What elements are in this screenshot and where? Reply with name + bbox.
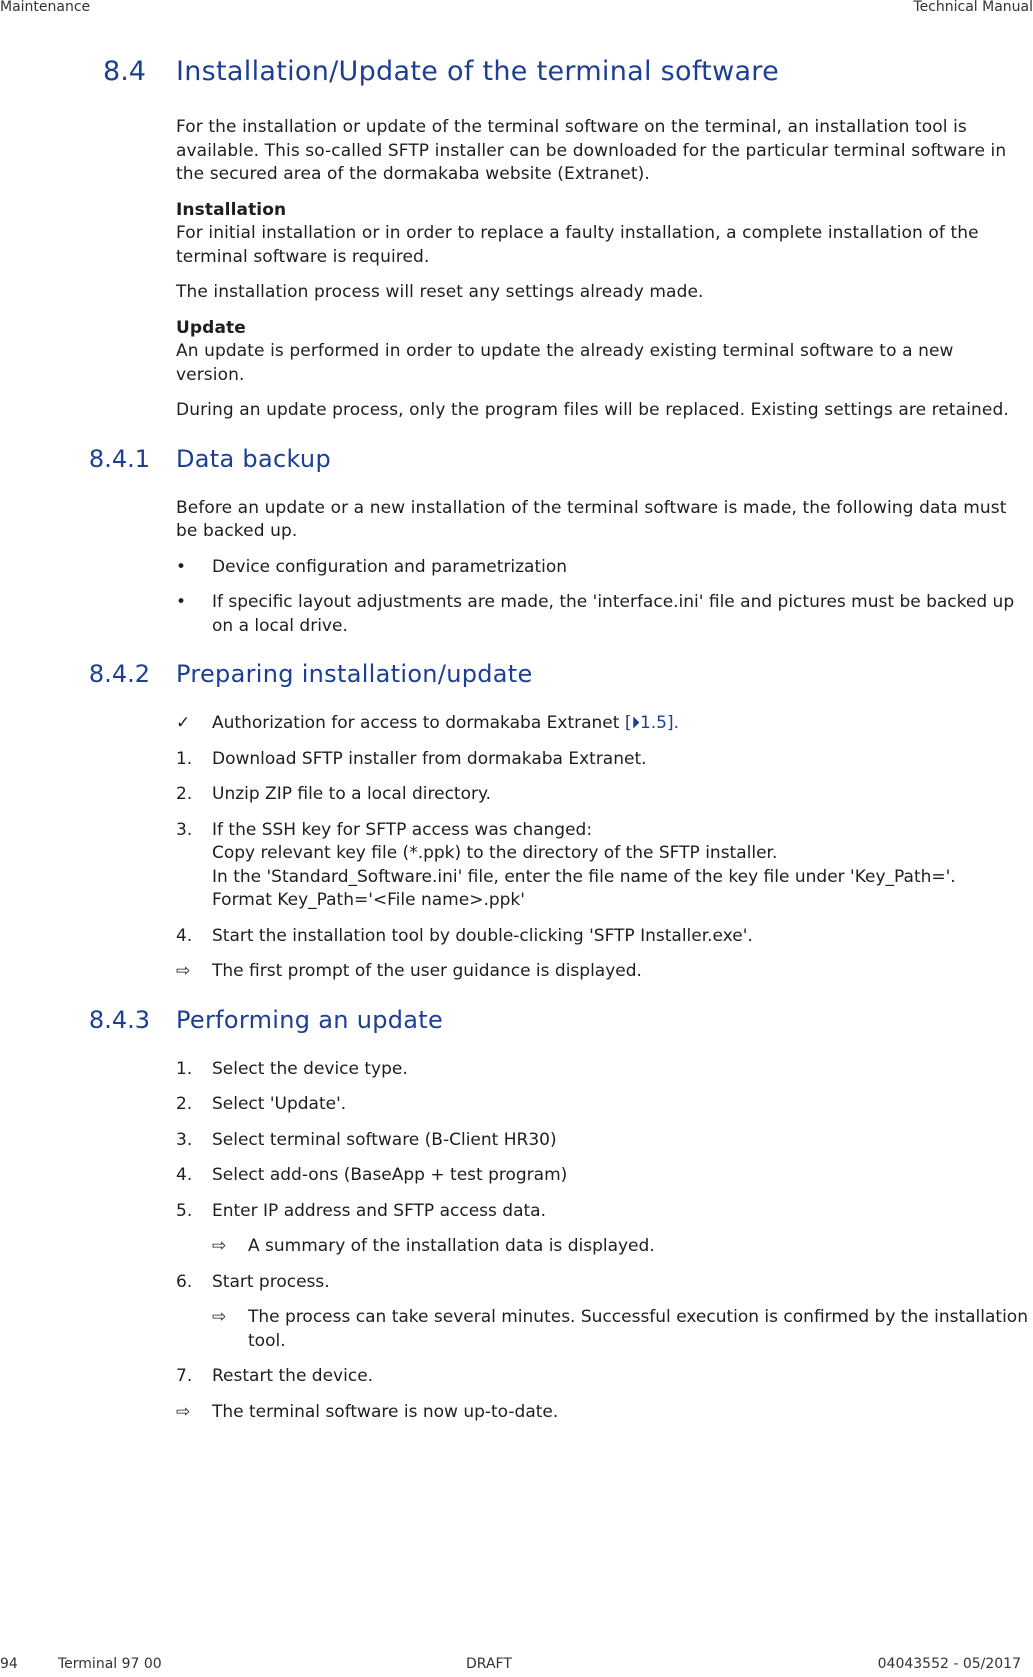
list-item — [176, 556, 1027, 580]
step-number: 1. — [176, 748, 193, 769]
step-item — [176, 925, 1027, 949]
installation-paragraph: For initial installation or in order to replace a faulty installation, a complete installation of the terminal software is required. — [176, 223, 979, 267]
update-paragraph: An update is performed in order to update the already existing terminal software to a new version. — [176, 341, 954, 385]
step-number: 6. — [176, 1271, 193, 1292]
footer-doc-id: 04043552 - 05/2017 — [877, 1656, 1021, 1672]
step-item — [176, 819, 1027, 913]
prerequisite-item — [176, 712, 1027, 736]
section-8-4-3-heading — [0, 1006, 1033, 1046]
step-number: 2. — [176, 784, 193, 804]
result-item — [176, 960, 1027, 984]
result-item — [212, 1235, 1033, 1259]
step-text: Select the device type. — [212, 1058, 408, 1079]
result-text: The process can take several minutes. Successful execution is confirmed by the installation tool. — [248, 1307, 1028, 1351]
bullet-icon: • — [176, 556, 187, 577]
bullet-text: If specific layout adjustments are made, the 'interface.ini' file and pictures must be backed up on a local drive. — [212, 592, 1015, 636]
step-item — [176, 748, 1027, 772]
backup-intro: Before an update or a new installation of the terminal software is made, the following data must be backed up. — [176, 497, 1007, 541]
result-arrow-icon: ⇨ — [212, 1236, 227, 1256]
step-item — [176, 1093, 1027, 1117]
step-text: Select 'Update'. — [212, 1094, 347, 1114]
step-text: Download SFTP installer from dormakaba Extranet. — [212, 748, 647, 769]
step-number: 5. — [176, 1200, 193, 1221]
footer-page-number: 94 — [0, 1656, 18, 1672]
result-text: The first prompt of the user guidance is displayed. — [212, 961, 642, 981]
step-text: Start the installation tool by double-clicking 'SFTP Installer.exe'. — [212, 925, 753, 946]
result-text: The terminal software is now up-to-date. — [212, 1401, 559, 1422]
list-item — [176, 591, 1027, 638]
section-number: 8.4.2 — [88, 660, 150, 688]
step-number: 7. — [176, 1366, 193, 1386]
step-item — [176, 1200, 1027, 1224]
header-section: Maintenance — [0, 0, 91, 15]
step-item — [176, 1365, 1027, 1389]
step-text: Restart the device. — [212, 1366, 374, 1386]
section-title: Performing an update — [176, 1005, 444, 1034]
step-text: Unzip ZIP file to a local directory. — [212, 784, 492, 804]
step-number: 4. — [176, 925, 193, 946]
step-line: If the SSH key for SFTP access was changed: — [212, 819, 593, 840]
footer-status: DRAFT — [466, 1656, 512, 1672]
step-text: Start process. — [212, 1271, 330, 1292]
result-item — [176, 1401, 1027, 1425]
installation-heading: Installation — [176, 199, 287, 220]
step-number: 4. — [176, 1165, 193, 1185]
result-arrow-icon: ⇨ — [176, 961, 191, 981]
step-item — [176, 1129, 1027, 1153]
cross-reference-link[interactable]: [⏵1.5]. — [624, 713, 680, 733]
step-number: 2. — [176, 1094, 193, 1114]
intro-paragraph: For the installation or update of the terminal software on the terminal, an installation tool is available. This so-called SFTP installer can be downloaded for the particular terminal software in the secured area of the dormakaba website (Extranet). — [176, 117, 1007, 184]
step-item — [176, 1058, 1027, 1082]
installation-reset-note: The installation process will reset any settings already made. — [176, 282, 704, 302]
footer-product: Terminal 97 00 — [58, 1656, 162, 1672]
step-item — [176, 783, 1027, 807]
section-number: 8.4 — [103, 56, 146, 87]
section-title: Data backup — [176, 444, 331, 473]
section-8-4-1-heading — [0, 445, 1033, 485]
bullet-icon: • — [176, 592, 187, 612]
section-8-4-2-heading — [0, 660, 1033, 700]
step-number: 3. — [176, 1129, 193, 1150]
step-item — [176, 1164, 1027, 1188]
step-number: 3. — [176, 819, 193, 840]
prerequisite-text: Authorization for access to dormakaba Extranet — [212, 713, 620, 733]
section-8-4-heading — [0, 56, 1033, 100]
step-text: Select terminal software (B-Client HR30) — [212, 1129, 557, 1150]
section-number: 8.4.3 — [88, 1005, 150, 1034]
update-heading: Update — [176, 317, 246, 338]
result-arrow-icon: ⇨ — [212, 1307, 227, 1327]
header-doc-type: Technical Manual — [913, 0, 1033, 15]
step-item — [176, 1271, 1027, 1295]
step-text: Select add-ons (BaseApp + test program) — [212, 1165, 568, 1185]
section-title: Installation/Update of the terminal software — [176, 56, 780, 87]
checkmark-icon: ✓ — [176, 713, 191, 733]
step-line: Format Key_Path='<File name>.ppk' — [212, 890, 525, 910]
section-title: Preparing installation/update — [176, 660, 533, 688]
result-text: A summary of the installation data is displayed. — [248, 1236, 655, 1256]
step-text: Enter IP address and SFTP access data. — [212, 1200, 546, 1221]
update-retain-note: During an update process, only the program files will be replaced. Existing settings are retained. — [176, 400, 1009, 420]
result-item — [212, 1306, 1033, 1353]
section-number: 8.4.1 — [88, 444, 150, 473]
page-content — [0, 56, 1033, 1436]
step-line: In the 'Standard_Software.ini' file, enter the file name of the key file under 'Key_Path='. — [212, 866, 956, 887]
step-number: 1. — [176, 1058, 193, 1079]
bullet-text: Device configuration and parametrization — [212, 556, 568, 577]
result-arrow-icon: ⇨ — [176, 1401, 191, 1422]
step-line: Copy relevant key file (*.ppk) to the directory of the SFTP installer. — [212, 843, 778, 863]
